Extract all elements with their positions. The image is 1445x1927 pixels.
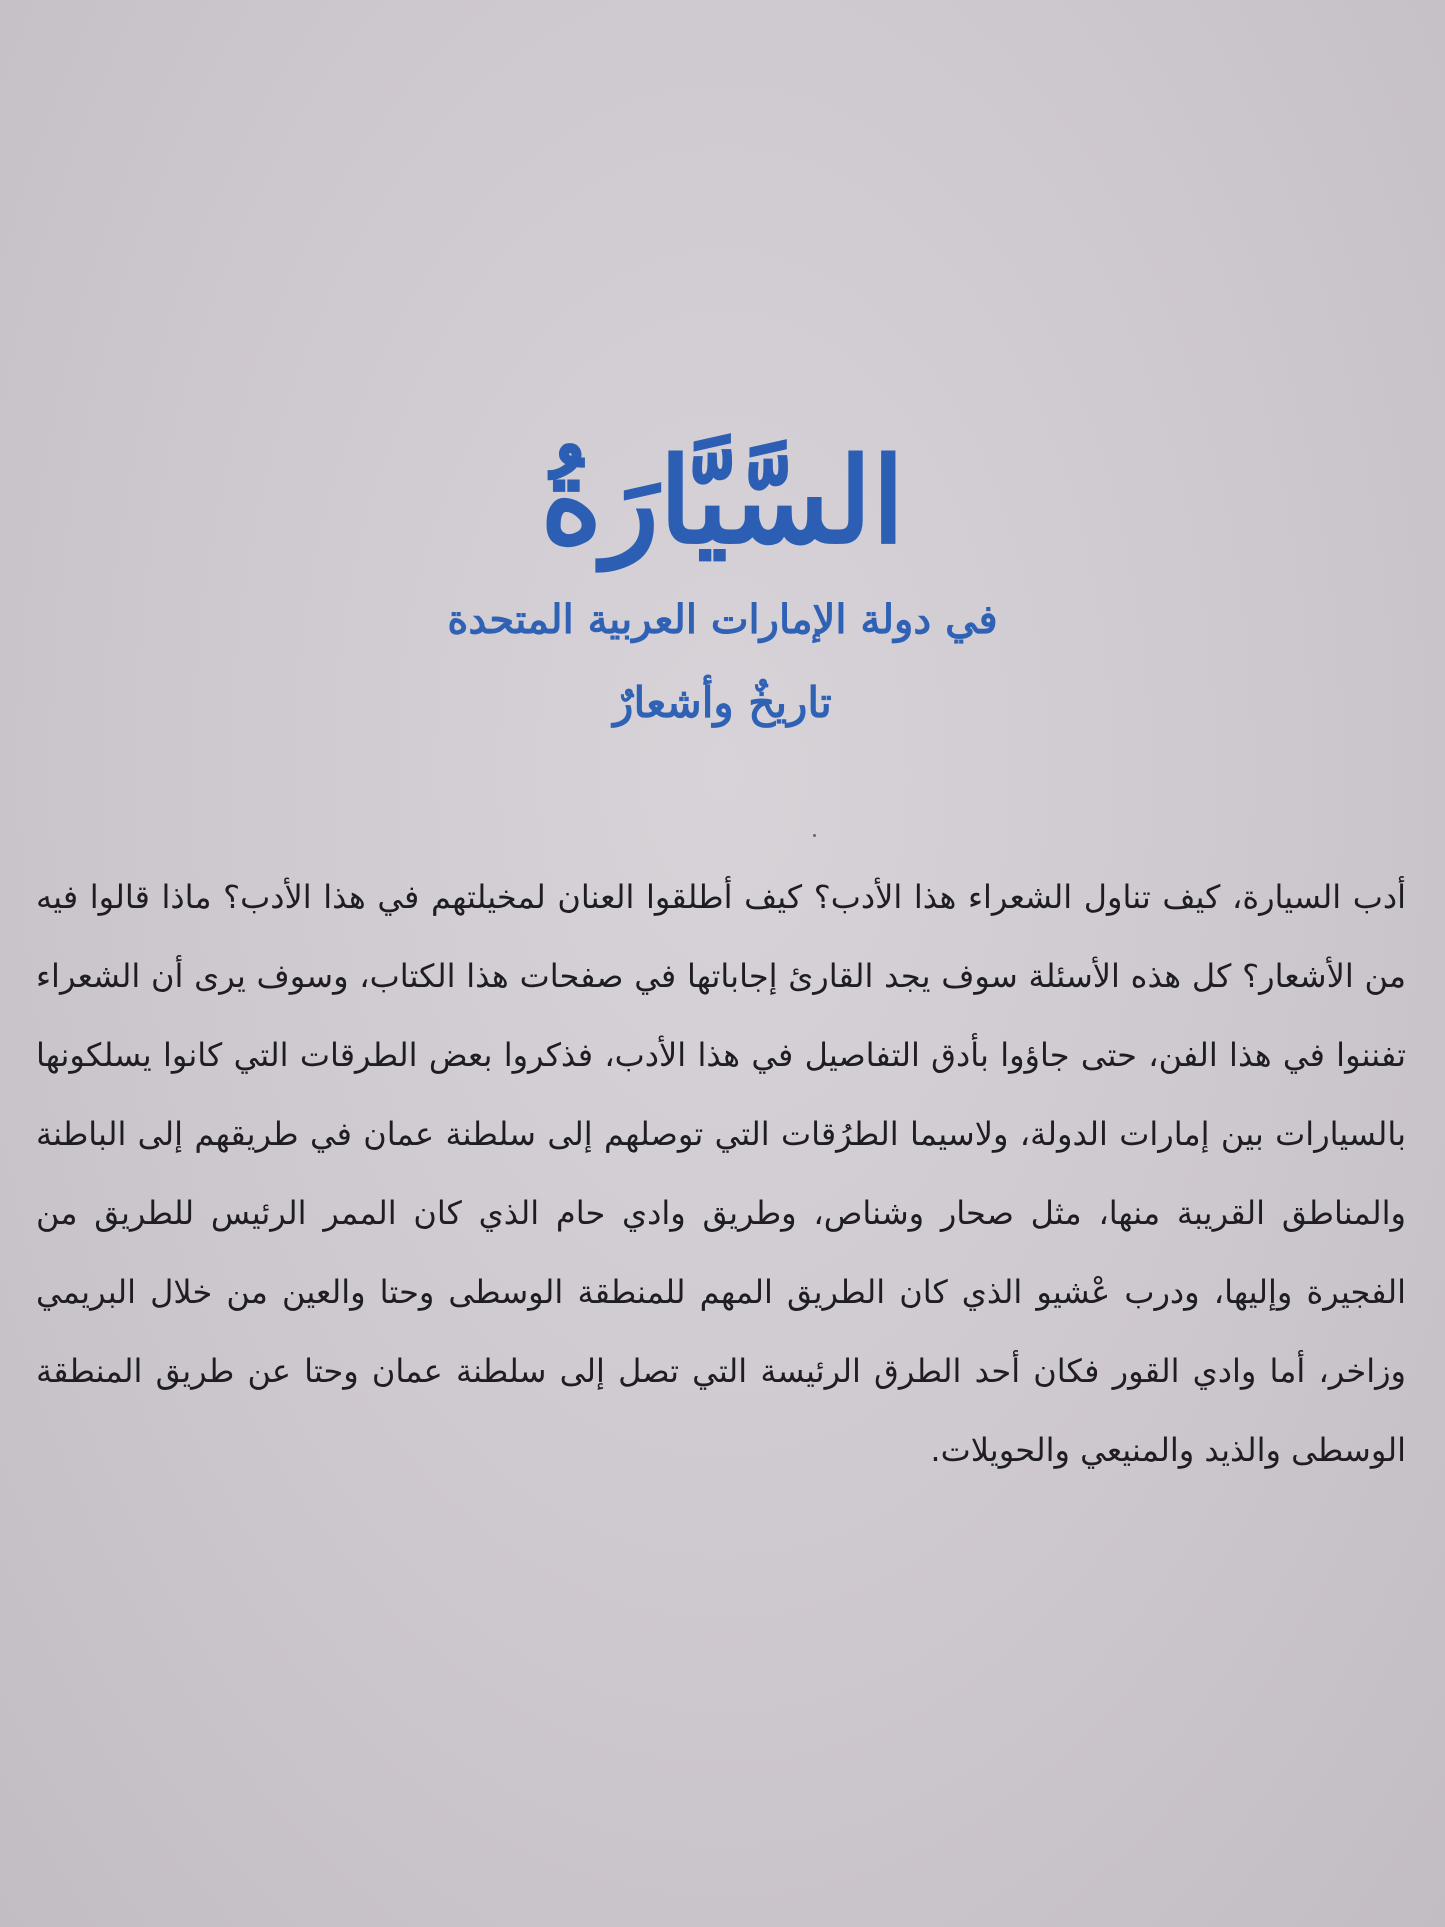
title-block — [0, 430, 1445, 730]
book-tagline: تاريخٌ وأشعارٌ — [613, 677, 832, 727]
paper-speck — [813, 834, 816, 837]
book-subtitle: في دولة الإمارات العربية المتحدة — [447, 595, 998, 643]
body-paragraph: أدب السيارة، كيف تناول الشعراء هذا الأدب؟ كيف أطلقوا العنان لمخيلتهم في هذا الأدب؟ ماذا قالوا فيه من الأشعار؟ كل هذه الأسئلة سوف يجد القارئ إجاباتها في صفحات هذا الكتاب، وسوف يرى أن الشعراء تفننوا في هذا الفن، حتى جاؤوا بأدق التفاصيل في هذا الأدب، فذكروا بعض الطرقات التي كانوا يسلكونها بالسيارات بين إمارات الدولة، ولاسيما الطرُقات التي توصلهم إلى سلطنة عمان في طريقهم إلى الباطنة والمناطق القريبة منها، مثل صحار وشناص، وطريق وادي حام الذي كان الممر الرئيس للطريق من الفجيرة وإليها، ودرب عْشيو الذي كان الطريق المهم للمنطقة الوسطى وحتا والعين من خلال البريمي وزاخر، أما وادي القور فكان أحد الطرق الرئيسة التي تصل إلى سلطنة عمان وحتا عن طريق المنطقة الوسطى والذيد والمنيعي والحويلات. — [36, 878, 1406, 1469]
book-title: السَّيَّارَةُ — [540, 431, 905, 570]
